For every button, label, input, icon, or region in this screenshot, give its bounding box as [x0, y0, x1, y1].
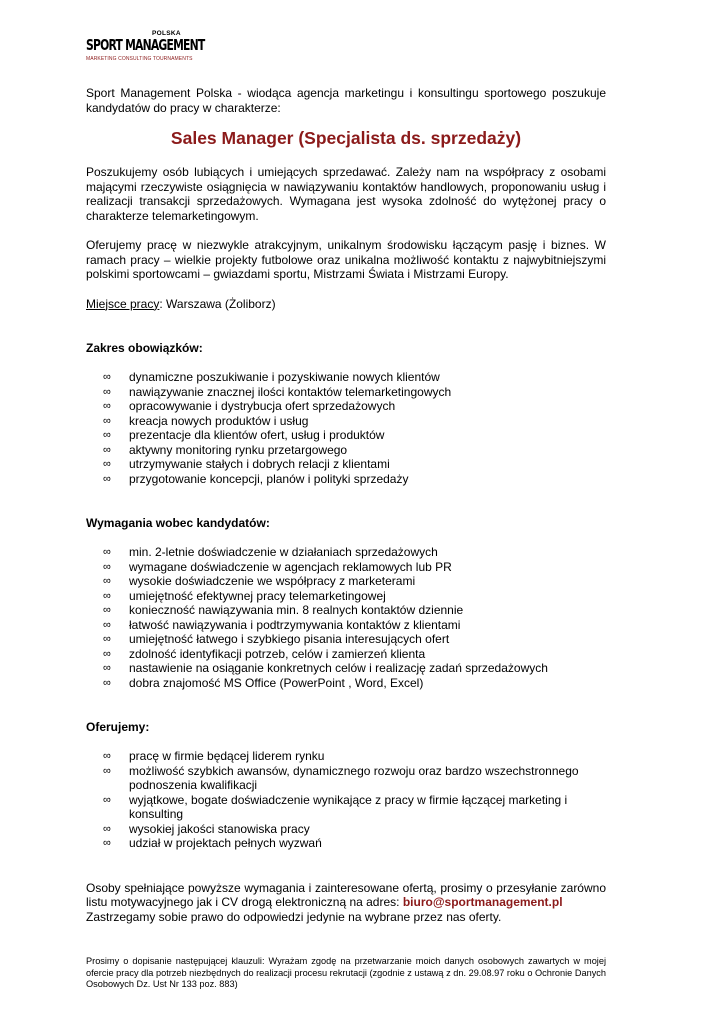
- list-item: [86, 414, 606, 429]
- list-item: [86, 457, 606, 472]
- infinity-bullet-icon: ∞: [103, 822, 111, 835]
- list-item: [86, 661, 606, 676]
- intro-text: Sport Management Polska - wiodąca agencja marketingu i konsultingu sportowego poszukuje kandydatów do pracy w charakterze:: [86, 86, 606, 115]
- list-item-text: opracowywanie i dystrybucja ofert sprzedażowych: [129, 399, 396, 413]
- list-item-text: dynamiczne poszukiwanie i pozyskiwanie nowych klientów: [129, 370, 440, 384]
- list-item-text: zdolność identyfikacji potrzeb, celów i zamierzeń klienta: [129, 646, 426, 661]
- list-item-text: min. 2-letnie doświadczenie w działaniach sprzedażowych: [129, 545, 438, 559]
- list-item-text: przygotowanie koncepcji, planów i polityki sprzedaży: [129, 471, 409, 486]
- list-item-text: nawiązywanie znacznej ilości kontaktów telemarketingowych: [129, 384, 452, 399]
- list-item: [86, 676, 606, 691]
- list-item-text: wysokie doświadczenie we współpracy z marketerami: [129, 574, 416, 588]
- logo-country: POLSKA: [152, 30, 181, 37]
- list-item-text: pracę w firmie będącej liderem rynku: [129, 749, 325, 763]
- logo-name: SPORT MANAGEMENT: [86, 36, 205, 54]
- list-item: [86, 647, 606, 662]
- list-item: [86, 472, 606, 487]
- duties-list: [86, 370, 606, 486]
- infinity-bullet-icon: ∞: [103, 647, 111, 660]
- list-item-text: udział w projektach pełnych wyzwań: [129, 836, 322, 850]
- infinity-bullet-icon: ∞: [103, 589, 111, 602]
- infinity-bullet-icon: ∞: [103, 371, 111, 383]
- description-paragraph-2: Oferujemy pracę w niezwykle atrakcyjnym, unikalnym środowisku łączącym pasję i biznes. W ramach pracy – wielkie projekty futbolowe oraz unikalna możliwość kontaktu z najwybitniejszymi polskimi sportowcami – gwiazdami sportu, Mistrzami Świata i Mistrzami Europy.: [86, 238, 606, 281]
- contact-paragraph: [86, 881, 606, 925]
- contact-email-link[interactable]: biuro@sportmanagement.pl: [402, 895, 563, 909]
- list-item-text: wysokiej jakości stanowiska pracy: [129, 821, 310, 836]
- list-item: [86, 603, 606, 618]
- list-item: [86, 589, 606, 604]
- infinity-bullet-icon: ∞: [103, 604, 111, 616]
- list-item: [86, 764, 606, 793]
- workplace-label: Miejsce pracy: [86, 296, 160, 311]
- list-item-text: prezentacje dla klientów ofert, usług i produktów: [129, 428, 385, 442]
- list-item: [86, 749, 606, 764]
- list-item-text: łatwość nawiązywania i podtrzymywania kontaktów z klientami: [129, 617, 461, 632]
- list-item-text: konieczność nawiązywania min. 8 realnych kontaktów dziennie: [129, 603, 464, 617]
- list-item-text: aktywny monitoring rynku przetargowego: [129, 442, 348, 457]
- list-item-text: kreacja nowych produktów i usług: [129, 413, 309, 428]
- list-item-text: nastawienie na osiąganie konkretnych celów i realizację zadań sprzedażowych: [129, 661, 548, 675]
- list-item: [86, 793, 606, 822]
- infinity-bullet-icon: ∞: [103, 618, 111, 631]
- infinity-bullet-icon: ∞: [103, 764, 111, 777]
- infinity-bullet-icon: ∞: [103, 385, 111, 398]
- offer-heading: Oferujemy:: [86, 720, 150, 734]
- list-item: [86, 428, 606, 443]
- list-item: [86, 443, 606, 458]
- privacy-clause-footer: Prosimy o dopisanie następującej klauzuli: Wyrażam zgodę na przetwarzanie moich danych osobowych zawartych w mojej ofercie pracy dla potrzeb niezbędnych do realizacji procesu rekrutacji (zgodnie z ustawą z dn. 29.08.97 roku o Ochronie Danych Osobowych Dz. Ust Nr 133 poz. 883): [86, 956, 606, 989]
- infinity-bullet-icon: ∞: [103, 837, 111, 849]
- list-item-text: wyjątkowe, bogate doświadczenie wynikające z pracy w firmie łączącej marketing i konsulting: [129, 792, 568, 821]
- infinity-bullet-icon: ∞: [103, 414, 111, 427]
- contact-text: Osoby spełniające powyższe wymagania i zainteresowane ofertą, prosimy o przesyłanie zarówno listu motywacyjnego jak i CV drogą elektroniczną na adres:: [86, 880, 606, 909]
- contact-note: Zastrzegamy sobie prawo do odpowiedzi jedynie na wybrane przez nas oferty.: [86, 909, 502, 924]
- offer-list: [86, 749, 606, 851]
- infinity-bullet-icon: ∞: [103, 575, 111, 587]
- description-paragraph-1: Poszukujemy osób lubiących i umiejących sprzedawać. Zależy nam na współpracy z osobami mającymi rzeczywiste osiągnięcia w nawiązywaniu kontaktów handlowych, proponowaniu usług i realizacji transakcji sprzedażowych. Wymagana jest wysoka zdolność do wytężonej pracy o charakterze telemarketingowym.: [86, 165, 606, 223]
- infinity-bullet-icon: ∞: [103, 676, 111, 689]
- infinity-bullet-icon: ∞: [103, 633, 111, 645]
- list-item-text: umiejętność efektywnej pracy telemarketingowej: [129, 588, 386, 603]
- list-item: [86, 399, 606, 414]
- workplace-line: [86, 297, 606, 312]
- infinity-bullet-icon: ∞: [103, 546, 111, 558]
- list-item-text: dobra znajomość MS Office (PowerPoint , Word, Excel): [129, 675, 424, 690]
- list-item: [86, 836, 606, 851]
- logo-tagline: MARKETING CONSULTING TOURNAMENTS: [86, 56, 193, 62]
- list-item: [86, 385, 606, 400]
- infinity-bullet-icon: ∞: [103, 793, 111, 806]
- requirements-heading: Wymagania wobec kandydatów:: [86, 516, 270, 530]
- document-body: [86, 86, 606, 924]
- job-title: Sales Manager (Specjalista ds. sprzedaży): [170, 128, 522, 148]
- workplace-value: : Warszawa (Żoliborz): [159, 296, 276, 311]
- list-item-text: utrzymywanie stałych i dobrych relacji z klientami: [129, 457, 390, 471]
- duties-heading: Zakres obowiązków:: [86, 341, 203, 355]
- list-item: [86, 822, 606, 837]
- list-item: [86, 618, 606, 633]
- infinity-bullet-icon: ∞: [103, 472, 111, 485]
- list-item: [86, 574, 606, 589]
- infinity-bullet-icon: ∞: [103, 750, 111, 762]
- list-item: [86, 560, 606, 575]
- infinity-bullet-icon: ∞: [103, 560, 111, 573]
- list-item: [86, 632, 606, 647]
- requirements-list: [86, 545, 606, 690]
- infinity-bullet-icon: ∞: [103, 429, 111, 441]
- infinity-bullet-icon: ∞: [103, 662, 111, 674]
- infinity-bullet-icon: ∞: [103, 458, 111, 470]
- list-item-text: umiejętność łatwego i szybkiego pisania interesujących ofert: [129, 632, 450, 646]
- list-item-text: możliwość szybkich awansów, dynamicznego rozwoju oraz bardzo wszechstronnego podnoszenia kwalifikacji: [129, 763, 579, 792]
- infinity-bullet-icon: ∞: [103, 400, 111, 412]
- list-item: [86, 545, 606, 560]
- list-item-text: wymagane doświadczenie w agencjach reklamowych lub PR: [129, 559, 452, 574]
- list-item: [86, 370, 606, 385]
- infinity-bullet-icon: ∞: [103, 443, 111, 456]
